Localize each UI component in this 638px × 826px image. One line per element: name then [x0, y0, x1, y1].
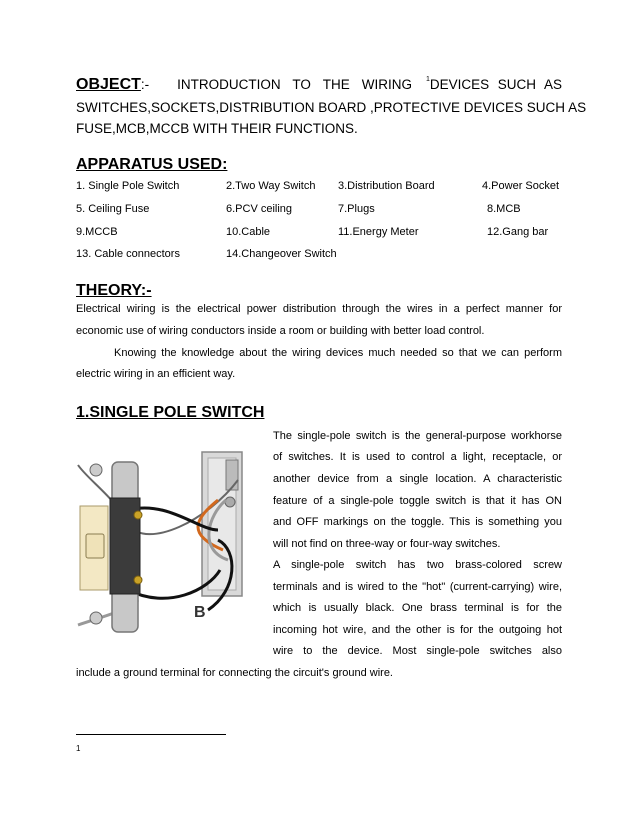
- single-pole-last-line: include a ground terminal for connecting the circuit's ground wire.: [76, 667, 393, 679]
- object-line-2: SWITCHES,SOCKETS,DISTRIBUTION BOARD ,PROTECTIVE DEVICES SUCH AS: [76, 100, 587, 115]
- theory-para2-line2: electric wiring in an efficient way.: [76, 368, 236, 380]
- apparatus-item: 11.Energy Meter: [338, 226, 419, 238]
- object-heading: OBJECT: [76, 76, 141, 93]
- footnote-number: 1: [76, 744, 81, 753]
- single-pole-line: will not find on three-way or four-way switches.: [273, 538, 501, 550]
- theory-heading: THEORY:-: [76, 282, 152, 299]
- apparatus-item: 7.Plugs: [338, 203, 375, 215]
- object-text-part-1: INTRODUCTION TO THE WIRING: [177, 77, 412, 92]
- single-pole-line: incoming hot wire, and the other is for the outgoing hot: [273, 624, 562, 636]
- single-pole-line: another device from a single location. A characteristic: [273, 473, 562, 485]
- single-pole-line: feature of a single-pole toggle switch is that it has ON: [273, 495, 562, 507]
- apparatus-item: 13. Cable connectors: [76, 248, 180, 260]
- single-pole-line: and OFF markings on the toggle. This is something you: [273, 516, 562, 528]
- single-pole-line: terminals and is wired to the "hot" (current-carrying) wire,: [273, 581, 562, 593]
- single-pole-line: A single-pole switch has two brass-colored screw: [273, 559, 562, 571]
- single-pole-line: of switches. It is used to control a light, receptacle, or: [273, 451, 562, 463]
- theory-para1-line1: Electrical wiring is the electrical power distribution through the wires in a perfect manner for: [76, 303, 562, 315]
- theory-para1-line2: economic use of wiring conductors inside a room or building with better load control.: [76, 325, 485, 337]
- apparatus-item: 8.MCB: [487, 203, 521, 215]
- apparatus-item: 9.MCCB: [76, 226, 118, 238]
- apparatus-item: 2.Two Way Switch: [226, 180, 316, 192]
- theory-para2-line1: Knowing the knowledge about the wiring devices much needed so that we can perform: [114, 347, 562, 359]
- apparatus-item: 3.Distribution Board: [338, 180, 435, 192]
- object-text-part-2-group: [426, 74, 562, 96]
- object-line-1: [76, 74, 562, 96]
- object-footnote-ref: 1: [425, 76, 430, 83]
- apparatus-item: 5. Ceiling Fuse: [76, 203, 150, 215]
- footnote-separator: [76, 734, 226, 735]
- single-pole-line: The single-pole switch is the general-purpose workhorse: [273, 430, 562, 442]
- object-line-3: FUSE,MCB,MCCB WITH THEIR FUNCTIONS.: [76, 121, 358, 136]
- switch-wiring-illustration: [68, 440, 264, 636]
- apparatus-item: 14.Changeover Switch: [226, 248, 337, 260]
- apparatus-item: 4.Power Socket: [482, 180, 560, 192]
- single-pole-heading: 1.SINGLE POLE SWITCH: [76, 404, 265, 421]
- apparatus-item: 6.PCV ceiling: [226, 203, 293, 215]
- apparatus-item: 12.Gang bar: [487, 226, 549, 238]
- single-pole-line: which is usually black. One brass terminal is for the: [273, 602, 562, 614]
- apparatus-item: 10.Cable: [226, 226, 271, 238]
- object-heading-group: [76, 74, 149, 96]
- apparatus-item: 1. Single Pole Switch: [76, 180, 180, 192]
- object-heading-suffix: :-: [140, 77, 150, 92]
- single-pole-line: wire to the device. Most single-pole switches also: [273, 645, 562, 657]
- apparatus-heading: APPARATUS USED:: [76, 156, 228, 173]
- figure-label: B: [194, 604, 206, 621]
- switch-wiring-figure: [68, 440, 264, 636]
- object-text-part-2: DEVICES SUCH AS: [429, 77, 562, 92]
